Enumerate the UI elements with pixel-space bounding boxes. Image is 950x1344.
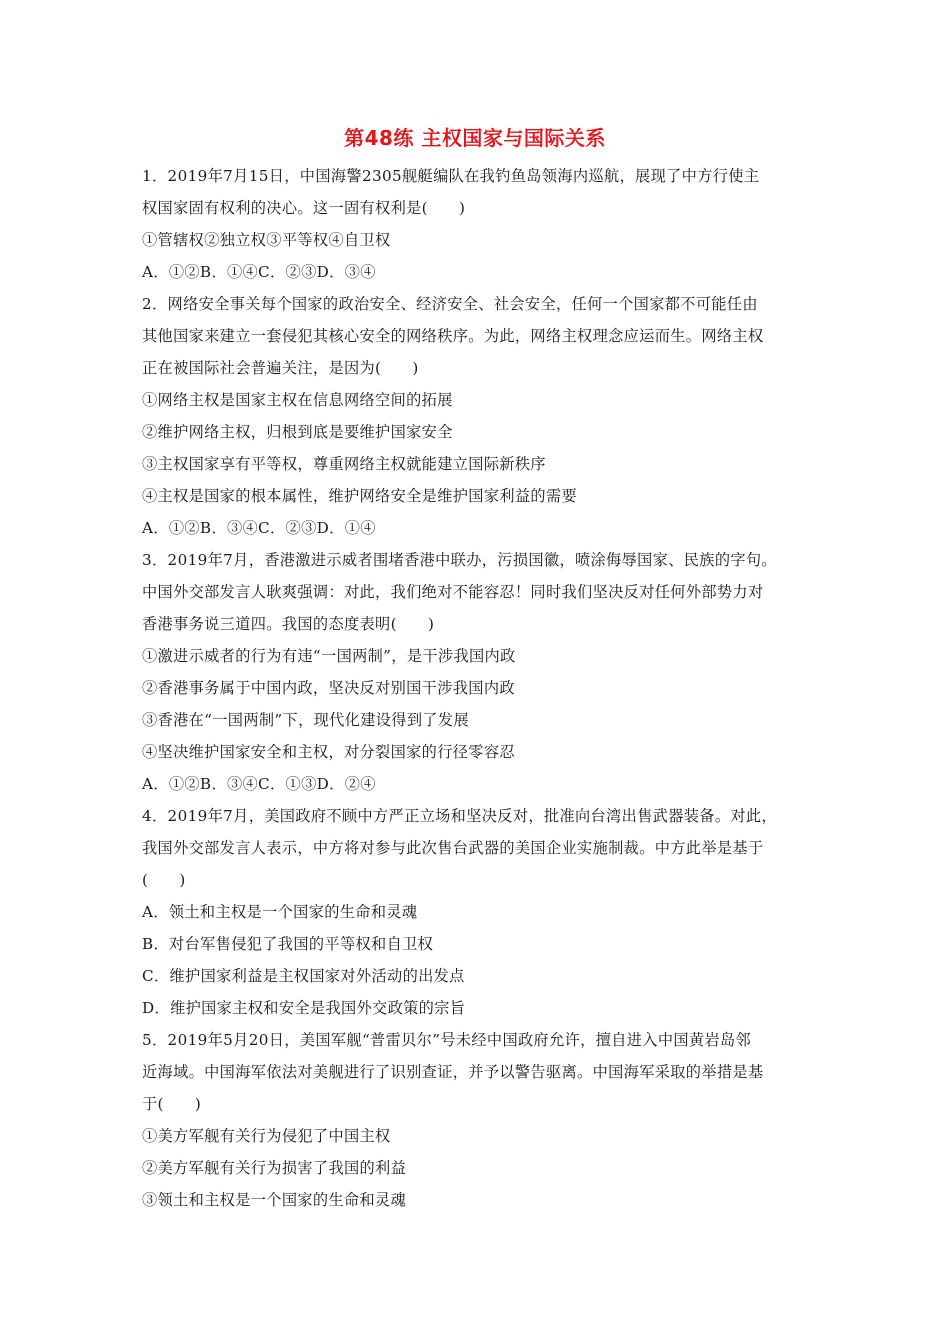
text-line: 3．2019年7月，香港激进示威者围堵香港中联办，污损国徽，喷涂侮辱国家、民族的字句。 [142, 551, 777, 569]
text-line: 近海域。中国海军依法对美舰进行了识别查证，并予以警告驱离。中国海军采取的举措是基 [142, 1063, 764, 1081]
text-line: 我国外交部发言人表示，中方将对参与此次售台武器的美国企业实施制裁。中方此举是基于 [142, 839, 764, 857]
text-line: ( ) [142, 871, 186, 889]
text-line: ①激进示威者的行为有违“一国两制”，是干涉我国内政 [142, 647, 516, 665]
text-line: ①美方军舰有关行为侵犯了中国主权 [142, 1127, 391, 1145]
question-content [142, 160, 818, 1216]
text-line: ①网络主权是国家主权在信息网络空间的拓展 [142, 391, 453, 409]
text-line: 中国外交部发言人耿爽强调：对此，我们绝对不能容忍！同时我们坚决反对任何外部势力对 [142, 583, 764, 601]
text-line: A．①②B．③④C．①③D．②④ [142, 775, 376, 793]
text-line: ②香港事务属于中国内政，坚决反对别国干涉我国内政 [142, 679, 515, 697]
text-line: C．维护国家利益是主权国家对外活动的出发点 [142, 967, 465, 985]
text-line: ③香港在“一国两制”下，现代化建设得到了发展 [142, 711, 469, 729]
text-line: ④主权是国家的根本属性，维护网络安全是维护国家利益的需要 [142, 487, 578, 505]
text-line: ③领土和主权是一个国家的生命和灵魂 [142, 1191, 407, 1209]
text-line: 4．2019年7月，美国政府不顾中方严正立场和坚决反对，批准向台湾出售武器装备。对此， [142, 807, 777, 825]
page-title: 第48练 主权国家与国际关系 [344, 126, 606, 150]
text-line: ①管辖权②独立权③平等权④自卫权 [142, 231, 391, 249]
text-line: ②美方军舰有关行为损害了我国的利益 [142, 1159, 407, 1177]
text-line: 2．网络安全事关每个国家的政治安全、经济安全、社会安全，任何一个国家都不可能任由 [142, 295, 758, 313]
text-line: 香港事务说三道四。我国的态度表明( ) [142, 615, 435, 633]
text-line: A．①②B．①④C．②③D．③④ [142, 263, 376, 281]
text-line: ②维护网络主权，归根到底是要维护国家安全 [142, 423, 453, 441]
text-line: ③主权国家享有平等权，尊重网络主权就能建立国际新秩序 [142, 455, 546, 473]
text-line: 其他国家来建立一套侵犯其核心安全的网络秩序。为此，网络主权理念应运而生。网络主权 [142, 327, 764, 345]
text-line: 1．2019年7月15日，中国海警2305舰艇编队在我钓鱼岛领海内巡航，展现了中方行使主 [142, 167, 760, 185]
text-line: A．①②B．③④C．②③D．①④ [142, 519, 376, 537]
text-line: 正在被国际社会普遍关注，是因为( ) [142, 359, 419, 377]
text-line: D．维护国家主权和安全是我国外交政策的宗旨 [142, 999, 466, 1017]
text-line: 5．2019年5月20日，美国军舰“普雷贝尔”号未经中国政府允许，擅自进入中国黄岩岛邻 [142, 1031, 752, 1049]
text-line: 于( ) [142, 1095, 202, 1113]
text-line: B．对台军售侵犯了我国的平等权和自卫权 [142, 935, 434, 953]
text-line: 权国家固有权利的决心。这一固有权利是( ) [142, 199, 466, 217]
text-line: ④坚决维护国家安全和主权，对分裂国家的行径零容忍 [142, 743, 515, 761]
text-line: A．领土和主权是一个国家的生命和灵魂 [142, 903, 418, 921]
